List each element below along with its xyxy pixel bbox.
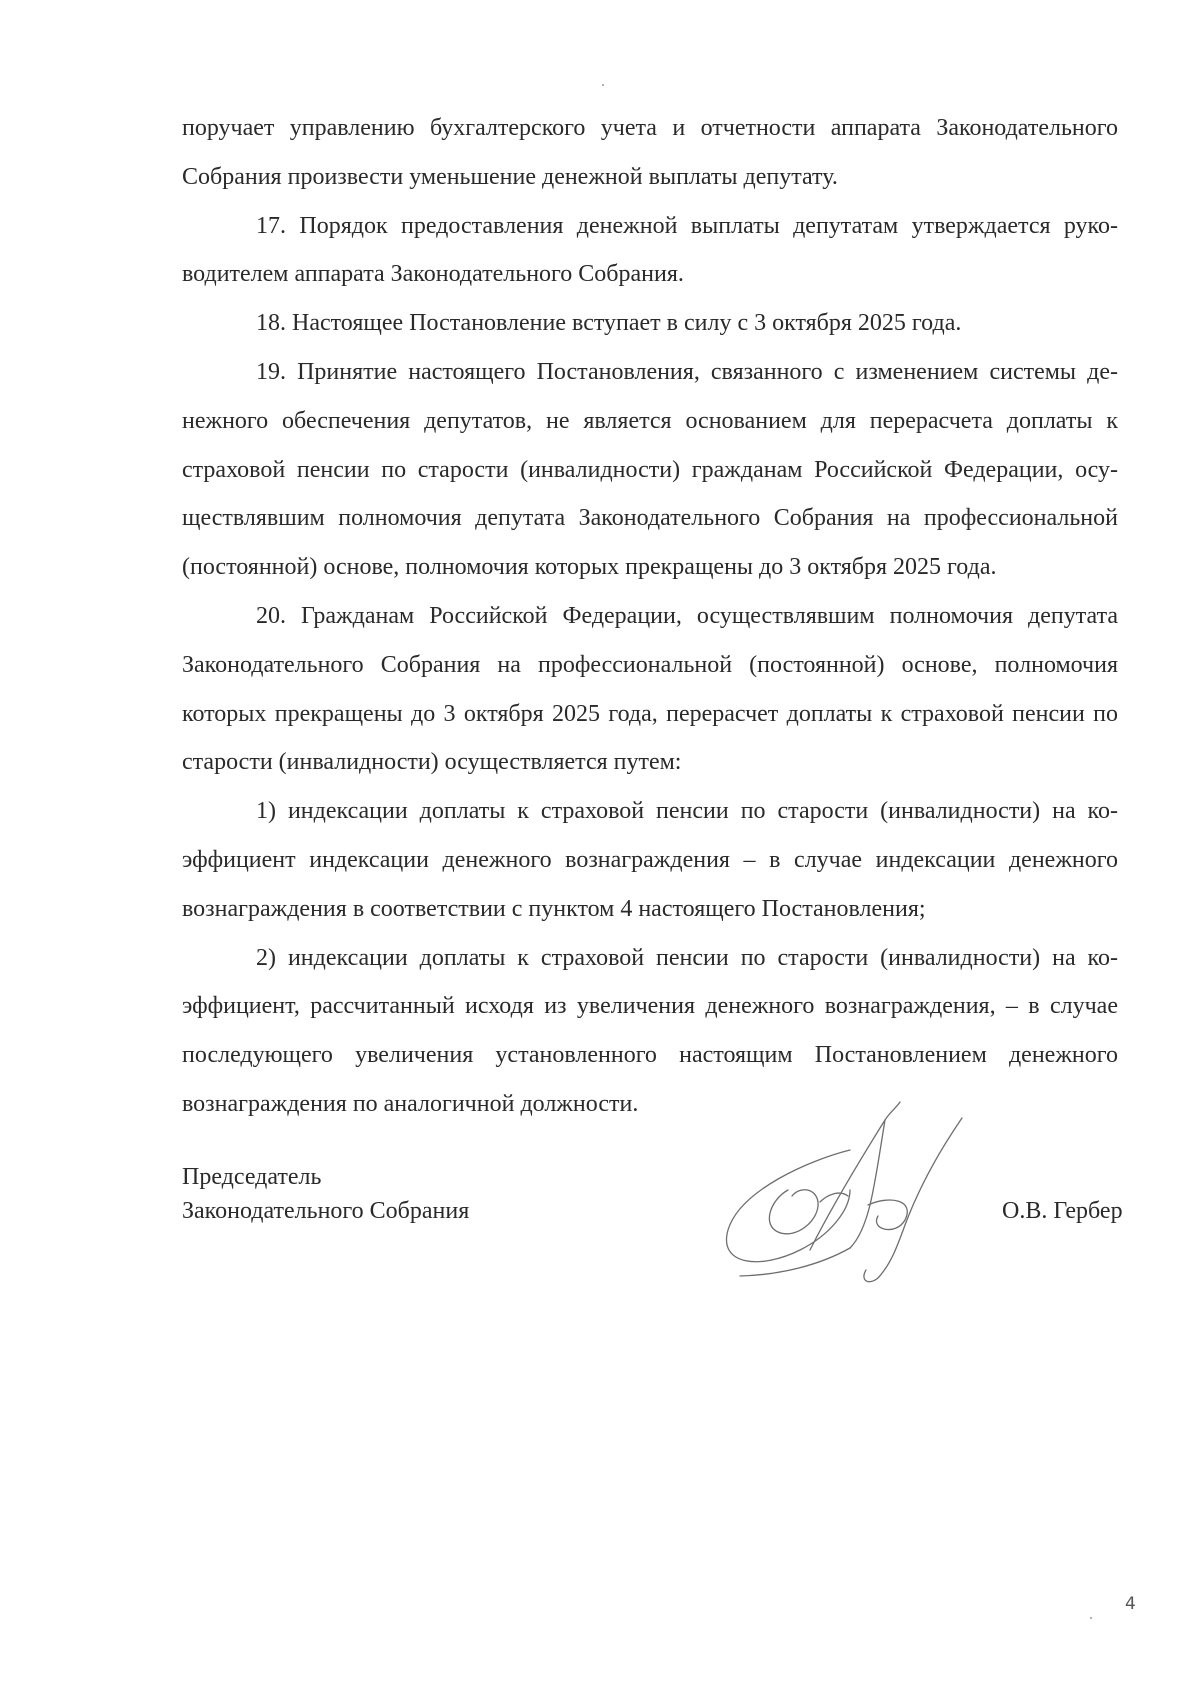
handwritten-signature	[700, 1090, 1000, 1300]
document-body	[182, 104, 1118, 1129]
signatory-position	[182, 1160, 469, 1228]
paragraph-continued: поручает управлению бухгалтерского учета и отчетности аппарата Законодательного Собрания произвести уменьшение денежной выплаты депутату.	[182, 115, 1118, 190]
signatory-organization: Законодательного Собрания	[182, 1198, 470, 1224]
paragraph-17: 17. Порядок предоставления денежной выплаты депутатам утверждается руководителем аппарата Законодательного Собрания.	[182, 212, 1118, 288]
signatory-name: О.В. Гербер	[1002, 1198, 1123, 1224]
scan-speck	[1090, 1617, 1092, 1619]
scan-speck	[602, 84, 604, 86]
page-number: 4	[1125, 1594, 1136, 1614]
paragraph-20-item-1: 1) индексации доплаты к страховой пенсии по старости (инвалидности) на коэффициент индексации денежного вознаграждения – в случае индексации денежного вознаграждения в соответствии с пунктом 4 настоящего Постановления;	[182, 798, 1118, 922]
signatory-title: Председатель	[182, 1164, 322, 1190]
paragraph-18: 18. Настоящее Постановление вступает в силу с 3 октября 2025 года.	[256, 310, 962, 337]
paragraph-19: 19. Принятие настоящего Постановления, связанного с изменением системы денежного обеспечения депутатов, не является основанием для перерасчета доплаты к страховой пенсии по старости (инвалидности) гражданам Российской Федерации, осуществлявшим полномочия депутата Законодательного Собрания на профессиональной (постоянной) основе, полномочия которых прекращены до 3 октября 2025 года.	[182, 358, 1118, 581]
paragraph-20-item-2: 2) индексации доплаты к страховой пенсии по старости (инвалидности) на коэффициент, рассчитанный исходя из увеличения денежного вознаграждения, – в случае последующего увеличения установленного настоящим Постановлением денежного вознаграждения по аналогичной должности.	[182, 944, 1118, 1117]
paragraph-20: 20. Гражданам Российской Федерации, осуществлявшим полномочия депутата Законодательного Собрания на профессиональной (постоянной) основе, полномочия которых прекращены до 3 октября 2025 года, перерасчет доплаты к страховой пенсии по старости (инвалидности) осуществляется путем:	[182, 602, 1118, 776]
